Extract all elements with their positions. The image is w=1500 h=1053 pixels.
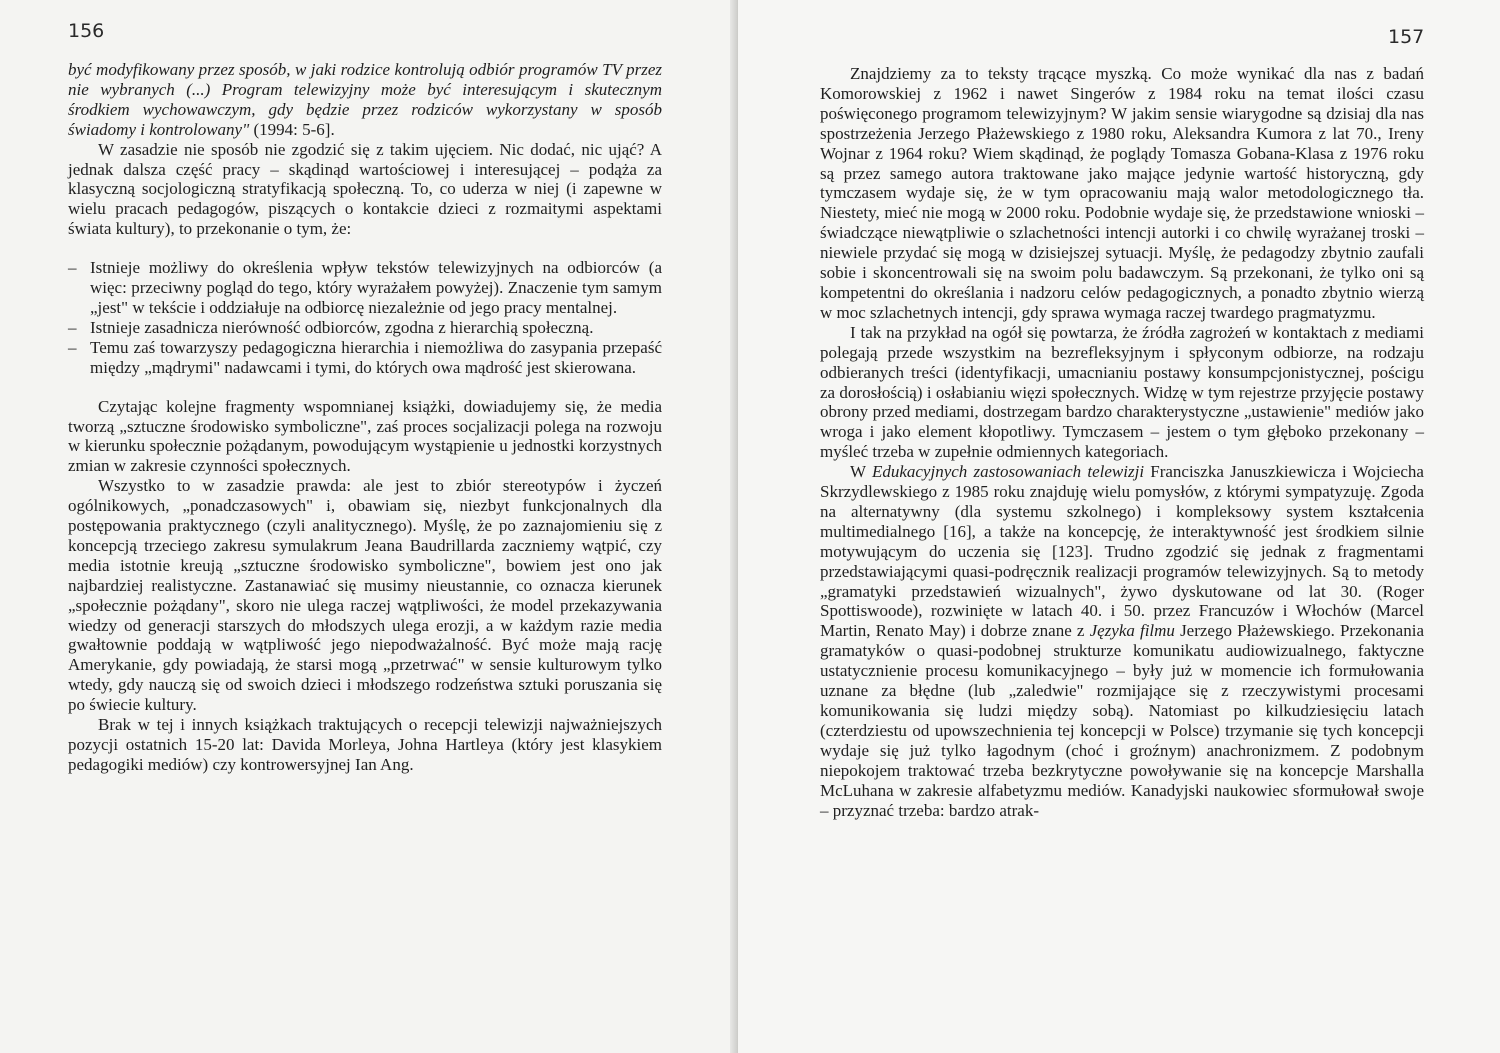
spacer bbox=[68, 378, 662, 397]
list-item: – Istnieje możliwy do określenia wpływ tekstów telewizyjnych na odbiorców (a więc: przeciwny pogląd do tego, który wyrażałem powyżej). Znaczenie tym samym „jest" w tekście i oddziałuje na odbiorcę niezależnie od jego pracy mentalnej. bbox=[68, 258, 662, 318]
list-item: – Istnieje zasadnicza nierówność odbiorców, zgodna z hierarchią społeczną. bbox=[68, 318, 662, 338]
paragraph: Czytając kolejne fragmenty wspomnianej książki, dowiadujemy się, że media tworzą „sztuczne środowisko symboliczne", zaś proces socjalizacji polega na rozwoju w kierunku społecznie pożądanym, powodującym wystąpienie u jednostki korzystnych zmian w zakresie czynności społecznych. bbox=[68, 396, 662, 476]
page-number-right: 157 bbox=[1388, 26, 1425, 48]
paragraph bbox=[820, 462, 1424, 820]
text-run: W bbox=[850, 462, 872, 482]
quotation bbox=[68, 60, 662, 140]
text-run: Franciszka Januszkiewicza i Wojciecha Skrzydlewskiego z 1985 roku znajduję wielu pomysłów, z którymi sympatyzuję. Zgoda na alternatywny (dla systemu szkolnego) i kompleksowy system kształcenia multimedialnego [16], a także na koncepcję, że interaktywność jest środkiem silnie motywującym do uczenia się [123]. Trudno zgodzić się jednak z fragmentami przedstawiającymi quasi-podręcznik realizacji programów telewizyjnych. Są to metody „gramatyki przedstawień wizualnych", żywo dyskutowane od lat 30. (Roger Spottiswoode), rozwinięte w latach 40. i 50. przez Francuzów i Włochów (Marcel Martin, Renato May) i dobrze znane z bbox=[820, 462, 1424, 641]
quotation-citation: (1994: 5-6]. bbox=[249, 119, 335, 139]
quotation-text: być modyfikowany przez sposób, w jaki rodzice kontrolują odbiór programów TV przez nie wybranych (...) Program telewizyjny może być interesującym i skutecznym środkiem wychowawczym, gdy będzie przez rodziców wykorzystany w sposób świadomy i kontrolowany" bbox=[68, 60, 662, 139]
paragraph: I tak na przykład na ogół się powtarza, że źródła zagrożeń w kontaktach z mediami polegają przede wszystkim na bezrefleksyjnym i spłyconym odbiorze, na rodzaju odbieranych treści (identyfikacji, umacnianiu postawy konsumpcjonistycznej, pościgu za dorosłością) i osłabianiu więzi społecznych. Widzę w tym rejestrze przyjęcie postawy obrony przed mediami, dostrzegam bardzo charakterystyczne „ustawienie" mediów jako wroga i jako element kłopotliwy. Tymczasem – jestem o tym głęboko przekonany – myśleć trzeba w zupełnie odmiennych kategoriach. bbox=[820, 322, 1424, 462]
left-page bbox=[0, 0, 738, 1053]
book-title: Edukacyjnych zastosowaniach telewizji bbox=[871, 462, 1145, 482]
dash-list bbox=[68, 258, 662, 377]
list-item: – Temu zaś towarzyszy pedagogiczna hierarchia i niemożliwa do zasypania przepaść między „mądrymi" nadawcami i tymi, do których owa mądrość jest skierowana. bbox=[68, 338, 662, 378]
spacer bbox=[68, 239, 662, 258]
text-run: Jerzego Płażewskiego. Przekonania gramatyków o quasi-podobnej strukturze komunikatu audiowizualnego, faktyczne ustatycznienie procesu komunikacyjnego – były już w momencie ich formułowania uznane za błędne (lub „zaledwie" rozmijające się z rzeczywistymi procesami komunikowania się ludzi między sobą). Natomiast po kilkudziesięciu latach (czterdziestu od upowszechnienia tej koncepcji w Polsce) trzymanie się tych koncepcji wydaje się już tylko łagodnym (choć i groźnym) anachronizmem. Z podobnym niepokojem traktować trzeba bezkrytyczne powoływanie się na koncepcje Marshalla McLuhana w zakresie alfabetyzmu mediów. Kanadyjski naukowiec sformułował swoje – przyznać trzeba: bardzo atrak- bbox=[820, 621, 1424, 820]
right-page-text bbox=[820, 64, 1424, 820]
paragraph: W zasadzie nie sposób nie zgodzić się z takim ujęciem. Nic dodać, nic ująć? A jednak dalsza część pracy – skądinąd wartościowej i interesującej – podąża za klasyczną socjologiczną stratyfikacją społeczną. To, co uderza w niej (i zapewne w wielu pracach pedagogów, piszących o kontakcie dzieci z rozmaitymi aspektami świata kultury), to przekonanie o tym, że: bbox=[68, 139, 662, 239]
right-page bbox=[738, 0, 1500, 1053]
page-number-left: 156 bbox=[68, 20, 105, 42]
paragraph: Brak w tej i innych książkach traktujących o recepcji telewizji najważniejszych pozycji ostatnich 15-20 lat: Davida Morleya, Johna Hartleya (który jest klasykiem pedagogiki mediów) czy kontrowersyjnej Ian Ang. bbox=[68, 715, 662, 774]
paragraph: Znajdziemy za to teksty trącące myszką. Co może wynikać dla nas z badań Komorowskiej z 1962 i nawet Singerów z 1984 roku na temat ilości czasu poświęconego programom telewizyjnym? W jakim sensie wiarygodne są dzisiaj dla nas spostrzeżenia Jerzego Płażewskiego z 1980 roku, Aleksandra Kumora z lat 70., Ireny Wojnar z 1964 roku? Wiem skądinąd, że poglądy Tomasza Gobana-Klasa z 1976 roku są przez samego autora traktowane jako mające jedynie wartość historyczną, gdy tymczasem wydaje się, że w tym opracowaniu mają walor metodologicznego tła. Niestety, mieć nie mogą w 2000 roku. Podobnie wydaje się, że przedstawione wnioski – świadczące niewątpliwie o szlachetności intencji autorki i co chwilę wyrażanej troski – niewiele przydać się mogą w dzisiejszej sytuacji. Myślę, że pedagodzy zbytnio zaufali sobie i skoncentrowali się na swoim polu badawczym. Są przekonani, że tylko oni są kompetentni do określania i nadzoru celów pedagogicznych, a ponadto zbytnio wierzą w moc szlachetnych intencji, gdy sprawa wymaga raczej twardego pragmatyzmu. bbox=[820, 64, 1424, 322]
paragraph: Wszystko to w zasadzie prawda: ale jest to zbiór stereotypów i życzeń ogólnikowych, „ponadczasowych" i, obawiam się, niezbyt funkcjonalnych dla postępowania praktycznego (czyli analitycznego). Myślę, że po zaznajomieniu się z koncepcją trzeciego zakresu symulakrum Jeana Baudrillarda zaczniemy wątpić, czy media istotnie kreują „sztuczne środowisko symboliczne", bowiem jest ono jak najbardziej realistyczne. Zastanawiać się musimy nieustannie, co oznacza kierunek „społecznie pożądany", skoro nie ulega raczej wątpliwości, że model przekazywania wiedzy od generacji starszych do młodszych ulega erozji, a w każdym razie media gwałtownie poddają w wątpliwość jego niepodważalność. Być może mają rację Amerykanie, gdy powiadają, że starsi mogą „przetrwać" w sensie kulturowym tylko wtedy, gdy nauczą się od swoich dzieci i młodszego rodzeństwa sztuki poruszania się po świecie kultury. bbox=[68, 476, 662, 715]
left-page-text bbox=[68, 60, 662, 775]
book-title: Języka filmu bbox=[1089, 621, 1175, 641]
